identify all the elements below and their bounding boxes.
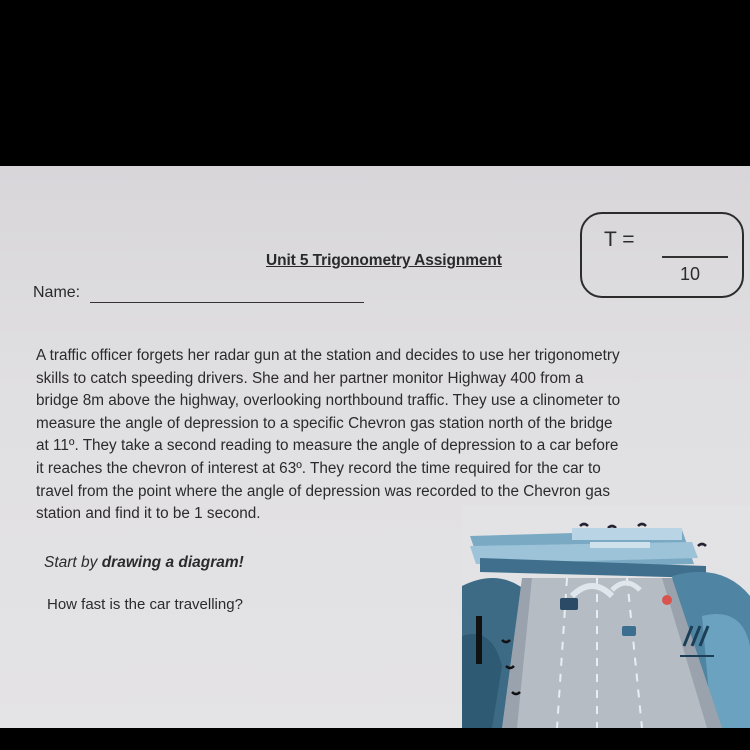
- assignment-title: Unit 5 Trigonometry Assignment: [266, 252, 502, 269]
- name-label: Name:: [33, 284, 81, 301]
- problem-text: [36, 345, 716, 526]
- score-blank-line: [662, 256, 728, 258]
- problem-line: it reaches the chevron of interest at 63º. They record the time required for the car to: [36, 459, 601, 477]
- worksheet-page: [0, 166, 750, 728]
- problem-line: skills to catch speeding drivers. She and her partner monitor Highway 400 from a: [36, 369, 584, 387]
- problem-line: travel from the point where the angle of depression was recorded to the Chevron gas: [36, 482, 610, 500]
- problem-line: at 11º. They take a second reading to measure the angle of depression to a car before: [36, 437, 619, 455]
- name-blank-line: [90, 302, 364, 303]
- problem-line: A traffic officer forgets her radar gun at the station and decides to use her trigonometry: [36, 347, 620, 364]
- problem-line: measure the angle of depression to a specific Chevron gas station north of the bridge: [36, 414, 613, 432]
- problem-line: station and find it to be 1 second.: [36, 505, 261, 523]
- score-denominator: 10: [680, 264, 701, 284]
- score-box: [580, 212, 744, 298]
- score-label: T =: [604, 228, 635, 251]
- start-instruction: [44, 554, 244, 572]
- start-emphasis: drawing a diagram!: [101, 554, 244, 571]
- problem-line: bridge 8m above the highway, overlooking northbound traffic. They use a clinometer to: [36, 392, 621, 410]
- start-prefix: Start by: [44, 554, 102, 571]
- question-text: How fast is the car travelling?: [47, 596, 243, 613]
- highway-bridge-illustration: [462, 506, 750, 728]
